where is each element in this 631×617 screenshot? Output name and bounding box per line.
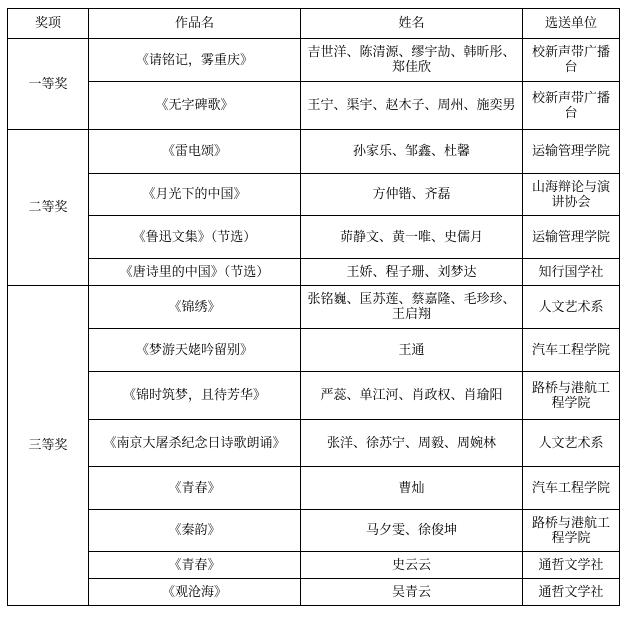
unit-cell: 路桥与港航工程学院 bbox=[523, 510, 620, 552]
unit-cell: 山海辩论与演讲协会 bbox=[523, 174, 620, 216]
work-cell: 《请铭记，雾重庆》 bbox=[89, 39, 301, 82]
header-unit: 选送单位 bbox=[523, 9, 620, 39]
unit-cell: 校新声带广播台 bbox=[523, 39, 620, 82]
table-body bbox=[8, 39, 620, 606]
table-row bbox=[8, 467, 620, 510]
table-row bbox=[8, 579, 620, 606]
awards-table bbox=[7, 8, 620, 606]
names-cell: 王通 bbox=[301, 329, 523, 372]
table-row bbox=[8, 372, 620, 420]
work-cell: 《鲁迅文集》（节选） bbox=[89, 216, 301, 259]
award-cell: 三等奖 bbox=[8, 286, 89, 606]
work-cell: 《观沧海》 bbox=[89, 579, 301, 606]
work-cell: 《无字碑歌》 bbox=[89, 82, 301, 130]
unit-cell: 通哲文学社 bbox=[523, 552, 620, 579]
names-cell: 方仲锴、齐磊 bbox=[301, 174, 523, 216]
names-cell: 史云云 bbox=[301, 552, 523, 579]
unit-cell: 人文艺术系 bbox=[523, 286, 620, 329]
names-cell: 王娇、程子珊、刘梦达 bbox=[301, 259, 523, 286]
work-cell: 《秦韵》 bbox=[89, 510, 301, 552]
header-names: 姓名 bbox=[301, 9, 523, 39]
work-cell: 《锦绣》 bbox=[89, 286, 301, 329]
header-row bbox=[8, 9, 620, 39]
names-cell: 张铭巍、匡苏莲、蔡嘉隆、毛珍珍、王启翔 bbox=[301, 286, 523, 329]
table-row bbox=[8, 39, 620, 82]
names-cell: 茆静文、黄一唯、史儒月 bbox=[301, 216, 523, 259]
table-row bbox=[8, 174, 620, 216]
table-row bbox=[8, 552, 620, 579]
award-cell: 二等奖 bbox=[8, 130, 89, 286]
names-cell: 吴青云 bbox=[301, 579, 523, 606]
table-row bbox=[8, 329, 620, 372]
work-cell: 《锦时筑梦，且待芳华》 bbox=[89, 372, 301, 420]
table-row bbox=[8, 130, 620, 174]
unit-cell: 运输管理学院 bbox=[523, 216, 620, 259]
table-row bbox=[8, 420, 620, 467]
unit-cell: 汽车工程学院 bbox=[523, 329, 620, 372]
work-cell: 《青春》 bbox=[89, 552, 301, 579]
unit-cell: 运输管理学院 bbox=[523, 130, 620, 174]
table-row bbox=[8, 216, 620, 259]
unit-cell: 知行国学社 bbox=[523, 259, 620, 286]
table-row bbox=[8, 259, 620, 286]
unit-cell: 人文艺术系 bbox=[523, 420, 620, 467]
header-work: 作品名 bbox=[89, 9, 301, 39]
work-cell: 《雷电颂》 bbox=[89, 130, 301, 174]
names-cell: 张洋、徐苏宁、周毅、周婉林 bbox=[301, 420, 523, 467]
unit-cell: 汽车工程学院 bbox=[523, 467, 620, 510]
table-row bbox=[8, 510, 620, 552]
names-cell: 马夕雯、徐俊坤 bbox=[301, 510, 523, 552]
names-cell: 吉世洋、陈清源、缪宇劼、韩昕彤、郑佳欣 bbox=[301, 39, 523, 82]
table-row bbox=[8, 82, 620, 130]
names-cell: 曹灿 bbox=[301, 467, 523, 510]
table-row bbox=[8, 286, 620, 329]
work-cell: 《梦游天姥吟留别》 bbox=[89, 329, 301, 372]
unit-cell: 校新声带广播台 bbox=[523, 82, 620, 130]
work-cell: 《青春》 bbox=[89, 467, 301, 510]
names-cell: 王宁、渠宇、赵木子、周州、施奕男 bbox=[301, 82, 523, 130]
names-cell: 严蕊、单江河、肖政权、肖瑜阳 bbox=[301, 372, 523, 420]
names-cell: 孙家乐、邹鑫、杜馨 bbox=[301, 130, 523, 174]
award-cell: 一等奖 bbox=[8, 39, 89, 130]
work-cell: 《唐诗里的中国》（节选） bbox=[89, 259, 301, 286]
unit-cell: 通哲文学社 bbox=[523, 579, 620, 606]
work-cell: 《南京大屠杀纪念日诗歌朗诵》 bbox=[89, 420, 301, 467]
unit-cell: 路桥与港航工程学院 bbox=[523, 372, 620, 420]
header-award: 奖项 bbox=[8, 9, 89, 39]
work-cell: 《月光下的中国》 bbox=[89, 174, 301, 216]
